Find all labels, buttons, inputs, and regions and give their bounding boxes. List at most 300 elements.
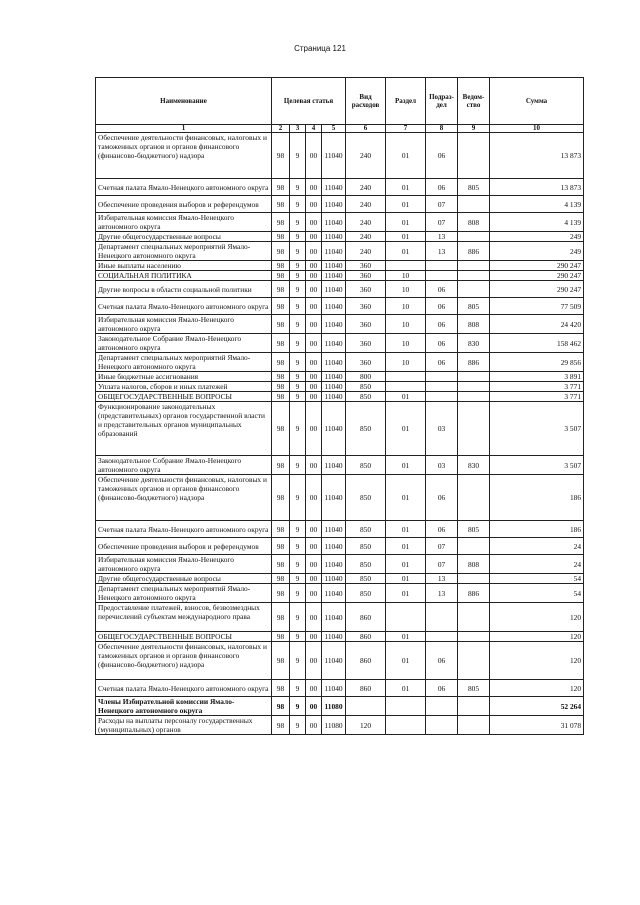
cell-section (386, 716, 426, 735)
cell-name: Другие общегосударственные вопросы (96, 574, 272, 584)
header-target-article: Целевая статья (272, 78, 346, 125)
cell-target-subprogram: 9 (290, 475, 306, 521)
table-row (96, 475, 584, 521)
cell-expense-type: 240 (346, 179, 386, 196)
cell-department (458, 716, 490, 735)
cell-section: 01 (386, 538, 426, 555)
cell-name: Избирательная комиссия Ямало-Ненецкого автономного округа (96, 315, 272, 334)
cell-target-program: 98 (272, 372, 290, 382)
column-number: 9 (458, 125, 490, 133)
cell-subsection: 06 (426, 334, 458, 353)
cell-name: Счетная палата Ямало-Ненецкого автономного округа (96, 680, 272, 697)
table-row (96, 555, 584, 574)
cell-section: 01 (386, 632, 426, 642)
cell-subsection: 07 (426, 538, 458, 555)
cell-target-program: 98 (272, 584, 290, 603)
cell-target-program: 98 (272, 133, 290, 179)
cell-amount: 290 247 (490, 271, 584, 281)
cell-target-subprogram: 9 (290, 372, 306, 382)
page-number: Страница 121 (294, 44, 346, 53)
cell-expense-type: 860 (346, 642, 386, 680)
cell-target-direction: 00 (306, 382, 322, 392)
cell-section: 10 (386, 281, 426, 298)
cell-target-direction: 00 (306, 372, 322, 382)
cell-amount: 13 873 (490, 133, 584, 179)
cell-target-program: 98 (272, 456, 290, 475)
table-row (96, 232, 584, 242)
cell-expense-type: 360 (346, 271, 386, 281)
cell-section: 10 (386, 271, 426, 281)
cell-section (386, 382, 426, 392)
column-number: 6 (346, 125, 386, 133)
cell-subsection: 07 (426, 196, 458, 213)
cell-subsection (426, 716, 458, 735)
cell-target-code: 11040 (322, 232, 346, 242)
cell-expense-type: 240 (346, 213, 386, 232)
cell-amount: 4 139 (490, 213, 584, 232)
cell-name: Департамент специальных мероприятий Ямало-Ненецкого автономного округа (96, 242, 272, 261)
cell-section (386, 261, 426, 271)
cell-target-code: 11040 (322, 584, 346, 603)
cell-target-subprogram: 9 (290, 574, 306, 584)
table-row (96, 298, 584, 315)
cell-section: 10 (386, 315, 426, 334)
cell-name: Другие общегосударственные вопросы (96, 232, 272, 242)
cell-expense-type: 360 (346, 315, 386, 334)
cell-expense-type: 850 (346, 521, 386, 538)
cell-target-program: 98 (272, 179, 290, 196)
column-number: 7 (386, 125, 426, 133)
cell-section: 01 (386, 521, 426, 538)
cell-amount: 31 078 (490, 716, 584, 735)
column-number: 2 (272, 125, 290, 133)
cell-target-code: 11040 (322, 196, 346, 213)
cell-target-code: 11040 (322, 271, 346, 281)
table-row (96, 574, 584, 584)
cell-target-subprogram: 9 (290, 281, 306, 298)
cell-section: 01 (386, 196, 426, 213)
column-number: 10 (490, 125, 584, 133)
cell-section: 10 (386, 334, 426, 353)
table-row (96, 642, 584, 680)
cell-target-subprogram: 9 (290, 716, 306, 735)
cell-name: ОБЩЕГОСУДАРСТВЕННЫЕ ВОПРОСЫ (96, 632, 272, 642)
table-row (96, 196, 584, 213)
cell-target-direction: 00 (306, 716, 322, 735)
cell-name: Обеспечение проведения выборов и референдумов (96, 538, 272, 555)
cell-target-subprogram: 9 (290, 642, 306, 680)
table-header-row (96, 78, 584, 125)
table-row (96, 179, 584, 196)
cell-target-program: 98 (272, 603, 290, 632)
cell-name: Счетная палата Ямало-Ненецкого автономного округа (96, 521, 272, 538)
cell-subsection: 03 (426, 402, 458, 456)
table-row (96, 538, 584, 555)
cell-target-code: 11080 (322, 697, 346, 716)
cell-target-subprogram: 9 (290, 521, 306, 538)
cell-target-direction: 00 (306, 584, 322, 603)
cell-target-subprogram: 9 (290, 603, 306, 632)
cell-amount: 3 507 (490, 402, 584, 456)
cell-department (458, 133, 490, 179)
cell-expense-type: 120 (346, 716, 386, 735)
cell-target-code: 11040 (322, 475, 346, 521)
cell-name: Обеспечение деятельности финансовых, налоговых и таможенных органов и органов финансового (финансово-бюджетного) надзора (96, 133, 272, 179)
cell-target-subprogram: 9 (290, 584, 306, 603)
cell-target-code: 11040 (322, 574, 346, 584)
cell-name: Предоставление платежей, взносов, безвозмездных перечислений субъектам международного права (96, 603, 272, 632)
cell-target-code: 11040 (322, 242, 346, 261)
cell-target-program: 98 (272, 261, 290, 271)
cell-target-code: 11040 (322, 680, 346, 697)
cell-target-code: 11040 (322, 382, 346, 392)
cell-amount: 249 (490, 242, 584, 261)
cell-target-code: 11040 (322, 521, 346, 538)
cell-target-subprogram: 9 (290, 632, 306, 642)
cell-target-direction: 00 (306, 315, 322, 334)
table-row (96, 632, 584, 642)
cell-target-program: 98 (272, 555, 290, 574)
cell-target-direction: 00 (306, 521, 322, 538)
cell-department: 805 (458, 179, 490, 196)
cell-expense-type: 240 (346, 232, 386, 242)
column-number-row (96, 125, 584, 133)
cell-expense-type: 860 (346, 680, 386, 697)
cell-subsection: 06 (426, 315, 458, 334)
cell-target-program: 98 (272, 271, 290, 281)
cell-target-direction: 00 (306, 271, 322, 281)
cell-amount: 24 (490, 538, 584, 555)
cell-department (458, 538, 490, 555)
cell-target-direction: 00 (306, 179, 322, 196)
cell-amount: 24 420 (490, 315, 584, 334)
table-row (96, 584, 584, 603)
cell-target-direction: 00 (306, 392, 322, 402)
cell-expense-type: 860 (346, 603, 386, 632)
cell-subsection: 06 (426, 475, 458, 521)
cell-section: 01 (386, 456, 426, 475)
cell-target-direction: 00 (306, 574, 322, 584)
cell-target-program: 98 (272, 632, 290, 642)
cell-amount: 3 771 (490, 392, 584, 402)
cell-target-direction: 00 (306, 603, 322, 632)
cell-amount: 120 (490, 632, 584, 642)
cell-target-direction: 00 (306, 642, 322, 680)
cell-target-subprogram: 9 (290, 232, 306, 242)
cell-subsection (426, 271, 458, 281)
table-row (96, 402, 584, 456)
column-number: 3 (290, 125, 306, 133)
cell-department (458, 372, 490, 382)
cell-target-code: 11040 (322, 555, 346, 574)
column-number: 1 (96, 125, 272, 133)
cell-department (458, 632, 490, 642)
cell-target-direction: 00 (306, 680, 322, 697)
cell-section: 01 (386, 392, 426, 402)
cell-expense-type: 240 (346, 242, 386, 261)
cell-section: 01 (386, 680, 426, 697)
cell-subsection (426, 392, 458, 402)
header-subsection: Подраз-дел (426, 78, 458, 125)
cell-department (458, 232, 490, 242)
cell-subsection: 13 (426, 574, 458, 584)
cell-section: 10 (386, 353, 426, 372)
cell-amount: 52 264 (490, 697, 584, 716)
budget-table (95, 77, 584, 735)
cell-expense-type: 360 (346, 261, 386, 271)
cell-target-program: 98 (272, 298, 290, 315)
table-row (96, 372, 584, 382)
table-row (96, 315, 584, 334)
cell-amount: 120 (490, 603, 584, 632)
cell-department: 886 (458, 584, 490, 603)
cell-department: 808 (458, 315, 490, 334)
table-row (96, 680, 584, 697)
cell-name: Департамент специальных мероприятий Ямало-Ненецкого автономного округа (96, 353, 272, 372)
cell-target-subprogram: 9 (290, 456, 306, 475)
cell-target-subprogram: 9 (290, 242, 306, 261)
table-row (96, 261, 584, 271)
cell-name: Обеспечение проведения выборов и референдумов (96, 196, 272, 213)
cell-expense-type: 240 (346, 196, 386, 213)
cell-amount: 3 771 (490, 382, 584, 392)
cell-name: Функционирование законодательных (представительных) органов государственной власти и представительных органов муниципальных образований (96, 402, 272, 456)
cell-subsection: 03 (426, 456, 458, 475)
cell-target-program: 98 (272, 196, 290, 213)
cell-department (458, 402, 490, 456)
column-number: 4 (306, 125, 322, 133)
cell-expense-type (346, 697, 386, 716)
cell-target-code: 11040 (322, 281, 346, 298)
cell-target-direction: 00 (306, 402, 322, 456)
cell-target-subprogram: 9 (290, 382, 306, 392)
cell-subsection: 06 (426, 680, 458, 697)
cell-target-code: 11080 (322, 716, 346, 735)
cell-target-code: 11040 (322, 315, 346, 334)
cell-target-code: 11040 (322, 632, 346, 642)
table-row (96, 271, 584, 281)
cell-target-subprogram: 9 (290, 555, 306, 574)
cell-target-program: 98 (272, 213, 290, 232)
cell-department (458, 475, 490, 521)
cell-target-subprogram: 9 (290, 179, 306, 196)
cell-target-code: 11040 (322, 603, 346, 632)
cell-name: Счетная палата Ямало-Ненецкого автономного округа (96, 179, 272, 196)
cell-section: 01 (386, 179, 426, 196)
cell-target-code: 11040 (322, 298, 346, 315)
cell-expense-type: 850 (346, 574, 386, 584)
cell-target-direction: 00 (306, 538, 322, 555)
cell-department (458, 574, 490, 584)
cell-subsection: 13 (426, 242, 458, 261)
cell-expense-type: 360 (346, 281, 386, 298)
cell-target-subprogram: 9 (290, 213, 306, 232)
cell-amount: 3 891 (490, 372, 584, 382)
cell-amount: 186 (490, 521, 584, 538)
cell-target-program: 98 (272, 521, 290, 538)
cell-name: Расходы на выплаты персоналу государственных (муниципальных) органов (96, 716, 272, 735)
cell-amount: 77 509 (490, 298, 584, 315)
cell-amount: 54 (490, 574, 584, 584)
cell-section: 01 (386, 642, 426, 680)
cell-subsection: 06 (426, 642, 458, 680)
cell-department (458, 261, 490, 271)
cell-target-subprogram: 9 (290, 353, 306, 372)
cell-target-program: 98 (272, 538, 290, 555)
cell-name: Уплата налогов, сборов и иных платежей (96, 382, 272, 392)
cell-department: 808 (458, 213, 490, 232)
cell-target-direction: 00 (306, 261, 322, 271)
cell-target-code: 11040 (322, 456, 346, 475)
cell-section (386, 697, 426, 716)
cell-subsection: 06 (426, 281, 458, 298)
cell-subsection: 07 (426, 213, 458, 232)
cell-subsection (426, 697, 458, 716)
cell-expense-type: 360 (346, 353, 386, 372)
cell-target-program: 98 (272, 475, 290, 521)
cell-amount: 3 507 (490, 456, 584, 475)
cell-target-program: 98 (272, 697, 290, 716)
cell-subsection: 06 (426, 179, 458, 196)
cell-department (458, 271, 490, 281)
cell-section: 01 (386, 242, 426, 261)
cell-expense-type: 850 (346, 538, 386, 555)
cell-subsection: 06 (426, 521, 458, 538)
cell-subsection (426, 632, 458, 642)
cell-expense-type: 860 (346, 632, 386, 642)
cell-expense-type: 360 (346, 334, 386, 353)
cell-department: 805 (458, 680, 490, 697)
cell-subsection (426, 261, 458, 271)
cell-section: 01 (386, 555, 426, 574)
cell-target-program: 98 (272, 574, 290, 584)
cell-target-direction: 00 (306, 475, 322, 521)
cell-target-subprogram: 9 (290, 392, 306, 402)
table-row (96, 456, 584, 475)
cell-amount: 158 462 (490, 334, 584, 353)
cell-target-direction: 00 (306, 353, 322, 372)
cell-target-subprogram: 9 (290, 196, 306, 213)
cell-subsection (426, 382, 458, 392)
cell-target-subprogram: 9 (290, 538, 306, 555)
cell-target-subprogram: 9 (290, 298, 306, 315)
cell-expense-type: 850 (346, 402, 386, 456)
column-number: 8 (426, 125, 458, 133)
cell-expense-type: 850 (346, 584, 386, 603)
cell-amount: 54 (490, 584, 584, 603)
cell-department: 830 (458, 456, 490, 475)
cell-department (458, 697, 490, 716)
cell-department: 805 (458, 298, 490, 315)
cell-name: Счетная палата Ямало-Ненецкого автономного округа (96, 298, 272, 315)
cell-target-subprogram: 9 (290, 271, 306, 281)
cell-amount: 290 247 (490, 281, 584, 298)
cell-amount: 186 (490, 475, 584, 521)
cell-amount: 120 (490, 642, 584, 680)
cell-name: Другие вопросы в области социальной политики (96, 281, 272, 298)
cell-subsection: 06 (426, 298, 458, 315)
cell-target-direction: 00 (306, 281, 322, 298)
cell-amount: 24 (490, 555, 584, 574)
cell-target-subprogram: 9 (290, 697, 306, 716)
cell-department: 886 (458, 242, 490, 261)
cell-target-code: 11040 (322, 353, 346, 372)
cell-target-program: 98 (272, 680, 290, 697)
cell-section: 01 (386, 584, 426, 603)
cell-target-subprogram: 9 (290, 261, 306, 271)
cell-target-code: 11040 (322, 179, 346, 196)
cell-name: Департамент специальных мероприятий Ямало-Ненецкого автономного округа (96, 584, 272, 603)
cell-amount: 13 873 (490, 179, 584, 196)
cell-target-program: 98 (272, 353, 290, 372)
table-row (96, 242, 584, 261)
cell-section: 01 (386, 232, 426, 242)
cell-name: Избирательная комиссия Ямало-Ненецкого автономного округа (96, 555, 272, 574)
cell-subsection: 13 (426, 584, 458, 603)
table-row (96, 213, 584, 232)
cell-target-code: 11040 (322, 402, 346, 456)
table-row (96, 697, 584, 716)
cell-target-direction: 00 (306, 555, 322, 574)
cell-subsection: 06 (426, 133, 458, 179)
header-expense-type: Вид расходов (346, 78, 386, 125)
cell-section (386, 603, 426, 632)
table-row (96, 521, 584, 538)
cell-target-program: 98 (272, 334, 290, 353)
cell-amount: 4 139 (490, 196, 584, 213)
cell-department (458, 603, 490, 632)
cell-expense-type: 850 (346, 555, 386, 574)
cell-name: Члены Избирательной комиссии Ямало-Ненецкого автономного округа (96, 697, 272, 716)
cell-target-program: 98 (272, 716, 290, 735)
cell-section: 01 (386, 574, 426, 584)
cell-section: 01 (386, 475, 426, 521)
table-body (96, 133, 584, 735)
cell-department: 886 (458, 353, 490, 372)
cell-expense-type: 850 (346, 392, 386, 402)
cell-target-direction: 00 (306, 697, 322, 716)
cell-amount: 290 247 (490, 261, 584, 271)
cell-subsection (426, 603, 458, 632)
cell-department (458, 382, 490, 392)
cell-section (386, 372, 426, 382)
header-department: Ведом-ство (458, 78, 490, 125)
cell-expense-type: 850 (346, 475, 386, 521)
cell-target-program: 98 (272, 281, 290, 298)
cell-name: СОЦИАЛЬНАЯ ПОЛИТИКА (96, 271, 272, 281)
table-row (96, 133, 584, 179)
cell-target-direction: 00 (306, 632, 322, 642)
cell-name: Обеспечение деятельности финансовых, налоговых и таможенных органов и органов финансового (финансово-бюджетного) надзора (96, 642, 272, 680)
header-section: Раздел (386, 78, 426, 125)
cell-target-code: 11040 (322, 261, 346, 271)
cell-target-direction: 00 (306, 334, 322, 353)
cell-subsection: 06 (426, 353, 458, 372)
cell-department: 805 (458, 521, 490, 538)
cell-target-code: 11040 (322, 133, 346, 179)
cell-expense-type: 850 (346, 382, 386, 392)
cell-target-subprogram: 9 (290, 680, 306, 697)
cell-name: Иные бюджетные ассигнования (96, 372, 272, 382)
cell-target-subprogram: 9 (290, 402, 306, 456)
table-row (96, 334, 584, 353)
cell-target-code: 11040 (322, 334, 346, 353)
cell-target-direction: 00 (306, 456, 322, 475)
cell-target-program: 98 (272, 382, 290, 392)
cell-target-direction: 00 (306, 298, 322, 315)
cell-target-program: 98 (272, 392, 290, 402)
cell-target-program: 98 (272, 642, 290, 680)
